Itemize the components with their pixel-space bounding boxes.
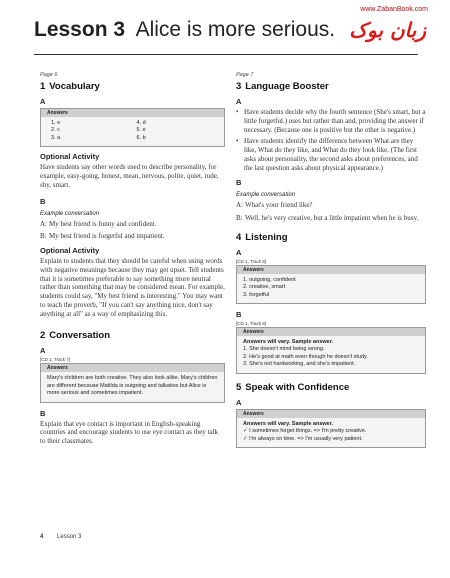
section-title: Vocabulary (49, 81, 100, 92)
conversation-b-text: Explain that eye contact is important in English-speaking countries and encourage students to use eye contact as they talk to their classmates. (40, 419, 219, 446)
answer-item: 5. e (136, 127, 146, 134)
answers-text: Mary's children are both creative. They also look alike. Mary's children are different because Matilda is outgoing and talkative but Alice is more serious and sometimes impatient. (47, 375, 218, 397)
answers-list (237, 418, 425, 447)
header-rule (34, 54, 418, 55)
lesson-subtitle: Alice is more serious. (135, 18, 336, 41)
answers-header: Answers (237, 328, 425, 336)
section-title: Listening (245, 231, 288, 243)
section-conversation-heading (40, 330, 225, 341)
part-b-label: B (40, 408, 46, 418)
page-header (18, 6, 432, 56)
section-number: 5 (236, 381, 242, 393)
answer-item: 1. outgoing, confident (243, 276, 296, 283)
left-column (40, 72, 225, 446)
section-language-booster-heading (236, 81, 426, 92)
example-conversation-label: Example conversation (236, 192, 296, 199)
speaker: B: (236, 214, 243, 222)
part-a-label: A (236, 97, 242, 106)
answers-list (237, 274, 425, 303)
speaker: A: (236, 201, 243, 210)
answer-item: ✓ I sometimes forget things. => I'm pretty creative. (243, 428, 367, 435)
answers-box (236, 327, 426, 374)
answer-item: 2. He's good at math even though he doesn't study. (243, 353, 368, 360)
page-number: 4 (40, 534, 44, 540)
answer-item: 1. She doesn't mind being wrong. (243, 346, 325, 353)
answer-item: 1. e (51, 120, 61, 126)
part-b-label: B (236, 310, 242, 320)
section-title: Speak with Confidence (245, 381, 350, 393)
answer-item: ✓ I'm always on time. => I'm usually very patient. (243, 435, 363, 442)
optional-activity-heading: Optional Activity (40, 152, 100, 162)
optional-activity-heading: Optional Activity (40, 246, 100, 256)
section-vocabulary-heading (40, 81, 225, 92)
dialog-text: My best friend is funny and confident. (49, 219, 157, 228)
dialog-line (40, 220, 225, 229)
footer-label: Lesson 3 (57, 534, 82, 540)
answer-item: 2. creative, smart (243, 284, 286, 291)
answers-box (40, 363, 225, 402)
section-listening-heading (236, 232, 426, 243)
dialog-text: Well, he's very creative, but a little impatient when he is busy. (245, 214, 419, 222)
logo-text: زبان بوک (349, 18, 426, 42)
page-ref-7: Page 7 (236, 72, 254, 78)
section-title: Conversation (49, 330, 111, 342)
answer-item: 4. d (136, 120, 146, 126)
dialog-line (40, 232, 225, 241)
answers-list (237, 336, 425, 373)
answers-header: Answers (237, 410, 425, 418)
part-a-label: A (236, 397, 242, 407)
lesson-label: Lesson 3 (34, 18, 126, 41)
cd-track: [CD 1, Track 8] (236, 321, 267, 327)
answer-item: 3. a (51, 134, 61, 141)
speaker: A: (40, 219, 47, 228)
answers-box (236, 409, 426, 448)
zabanbook-logo (320, 8, 432, 44)
answers-header: Answers (41, 364, 224, 372)
dialog-text: My best friend is forgetful and impatient. (49, 232, 165, 241)
answer-item: 6. b (136, 134, 146, 141)
answers-intro: Answers will vary. Sample answer. (243, 420, 334, 427)
booster-bullets (236, 108, 426, 172)
part-b-label: B (236, 178, 242, 188)
optional-activity-text: Explain to students that they should be careful when using words with negative meanings because they may get upset. Tell students that it is sometimes preferable to say something more neutral rather than something that may be considered mean. For example, students could say, "My best friend is interesting." You may want to teach the proverb, "If you can't say anything nice, don't say anything at all" as a way of emphasizing this. (40, 257, 225, 318)
cd-track: [CD 1, Track 8] (236, 258, 267, 264)
dialog-line (236, 214, 426, 223)
answer-item: 2. c (51, 127, 60, 134)
cd-track: [CD 1, Track 7] (40, 357, 71, 363)
part-a-label: A (40, 346, 46, 356)
answer-item: 3. forgetful (243, 291, 269, 298)
page-ref-6: Page 6 (40, 72, 58, 78)
bullet-item: • Have students identify the difference between What are they like, What do they like, and What do they look like. (The first asks about personality, the second asks about preferences, and the last question asks about physical appearance.) (236, 137, 426, 172)
answers-box (40, 108, 225, 147)
section-speak-heading (236, 382, 426, 393)
right-column (236, 72, 426, 452)
section-number: 3 (236, 81, 242, 92)
page-footer (40, 534, 81, 540)
answers-box (236, 265, 426, 304)
answers-intro: Answers will vary. Sample answer. (243, 339, 334, 346)
answers-header: Answers (41, 109, 224, 117)
bullet-item: • Have students decide why the fourth sentence (She's smart, but a little forgetful.) uses but rather than and, providing the answer if necessary. (Because one is positive but the other is negative.) (236, 108, 426, 134)
section-number: 1 (40, 81, 46, 92)
part-a-label: A (236, 247, 242, 257)
answers-header: Answers (237, 266, 425, 274)
section-title: Language Booster (245, 81, 329, 92)
answers-grid (41, 117, 224, 146)
part-a-label: A (40, 97, 46, 106)
answer-item: 3. She's not hardworking, and she's impatient. (243, 361, 356, 368)
dialog-text: What's your friend like? (245, 201, 313, 210)
lesson-title (34, 18, 335, 42)
dialog-line (236, 201, 426, 210)
section-number: 2 (40, 330, 46, 342)
speaker: B: (40, 232, 47, 241)
example-conversation-label: Example conversation (40, 210, 100, 217)
section-number: 4 (236, 231, 242, 243)
optional-activity-text: Have students say other words used to describe personality, for example, easy-going, honest, mean, nervous, polite, quiet, rude, shy, smart. (40, 163, 219, 189)
logo-url: www.ZabanBook.com (360, 6, 428, 13)
part-b-label: B (40, 196, 46, 206)
